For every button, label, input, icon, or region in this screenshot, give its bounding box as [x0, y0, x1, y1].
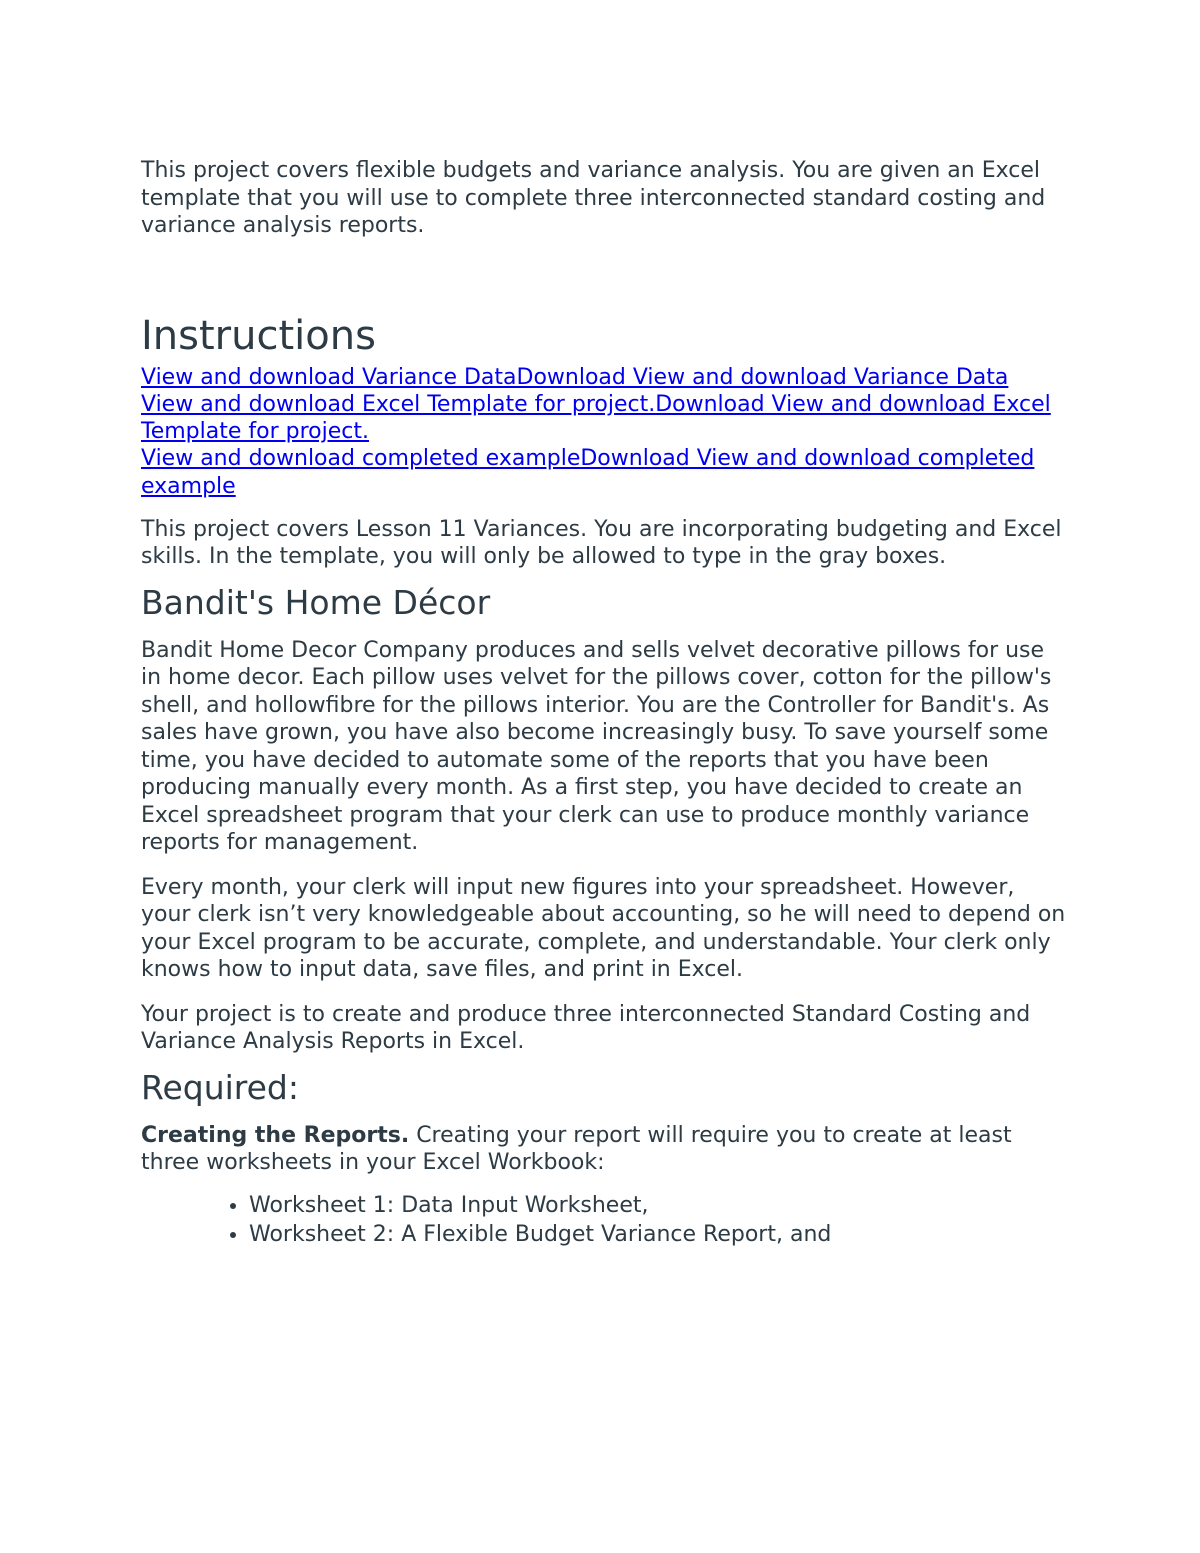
excel-template-link[interactable]: View and download Excel Template for project.Download View and download Excel Template for project. [141, 391, 1051, 445]
list-item: • Worksheet 1: Data Input Worksheet, [249, 1191, 1066, 1220]
project-paragraph: Your project is to create and produce three interconnected Standard Costing and Variance Analysis Reports in Excel. [141, 1001, 1031, 1055]
company-heading: Bandit's Home Décor [141, 582, 491, 622]
company-description-paragraph: Bandit Home Decor Company produces and sells velvet decorative pillows for use in home decor. Each pillow uses velvet for the pillows cover, cotton for the pillow's shell, and hollowfibre for the pillows interior. You are the Controller for Bandit's. As sales have grown, you have also become increasingly busy. To save yourself some time, you have decided to automate some of the reports that you have been producing manually every month. As a first step, you have decided to create an Excel spreadsheet program that your clerk can use to produce monthly variance reports for management. [141, 637, 1052, 856]
creating-reports-lead: Creating the Reports. [141, 1122, 410, 1148]
download-links [141, 364, 1066, 500]
worksheet-list [141, 1191, 1066, 1249]
completed-example-link[interactable]: View and download completed exampleDownload View and download completed example [141, 446, 1035, 499]
creating-reports-paragraph [141, 1122, 1066, 1177]
document-page [141, 157, 1066, 1249]
list-item: • Worksheet 2: A Flexible Budget Variance Report, and [249, 1220, 1066, 1249]
creating-reports-text: Creating your report will require you to create at least three worksheets in your Excel Workbook: [141, 1122, 1012, 1176]
required-heading: Required: [141, 1067, 299, 1107]
variance-data-link[interactable]: View and download Variance DataDownload View and download Variance Data [141, 364, 1009, 390]
instructions-heading: Instructions [141, 312, 376, 359]
intro-paragraph: This project covers flexible budgets and variance analysis. You are given an Excel template that you will use to complete three interconnected standard costing and variance analysis reports. [141, 158, 1046, 238]
lesson-paragraph: This project covers Lesson 11 Variances. You are incorporating budgeting and Excel skills. In the template, you will only be allowed to type in the gray boxes. [141, 516, 1062, 570]
clerk-paragraph: Every month, your clerk will input new figures into your spreadsheet. However, your clerk isn’t very knowledgeable about accounting, so he will need to depend on your Excel program to be accurate, complete, and understandable. Your clerk only knows how to input data, save files, and print in Excel. [141, 874, 1066, 983]
